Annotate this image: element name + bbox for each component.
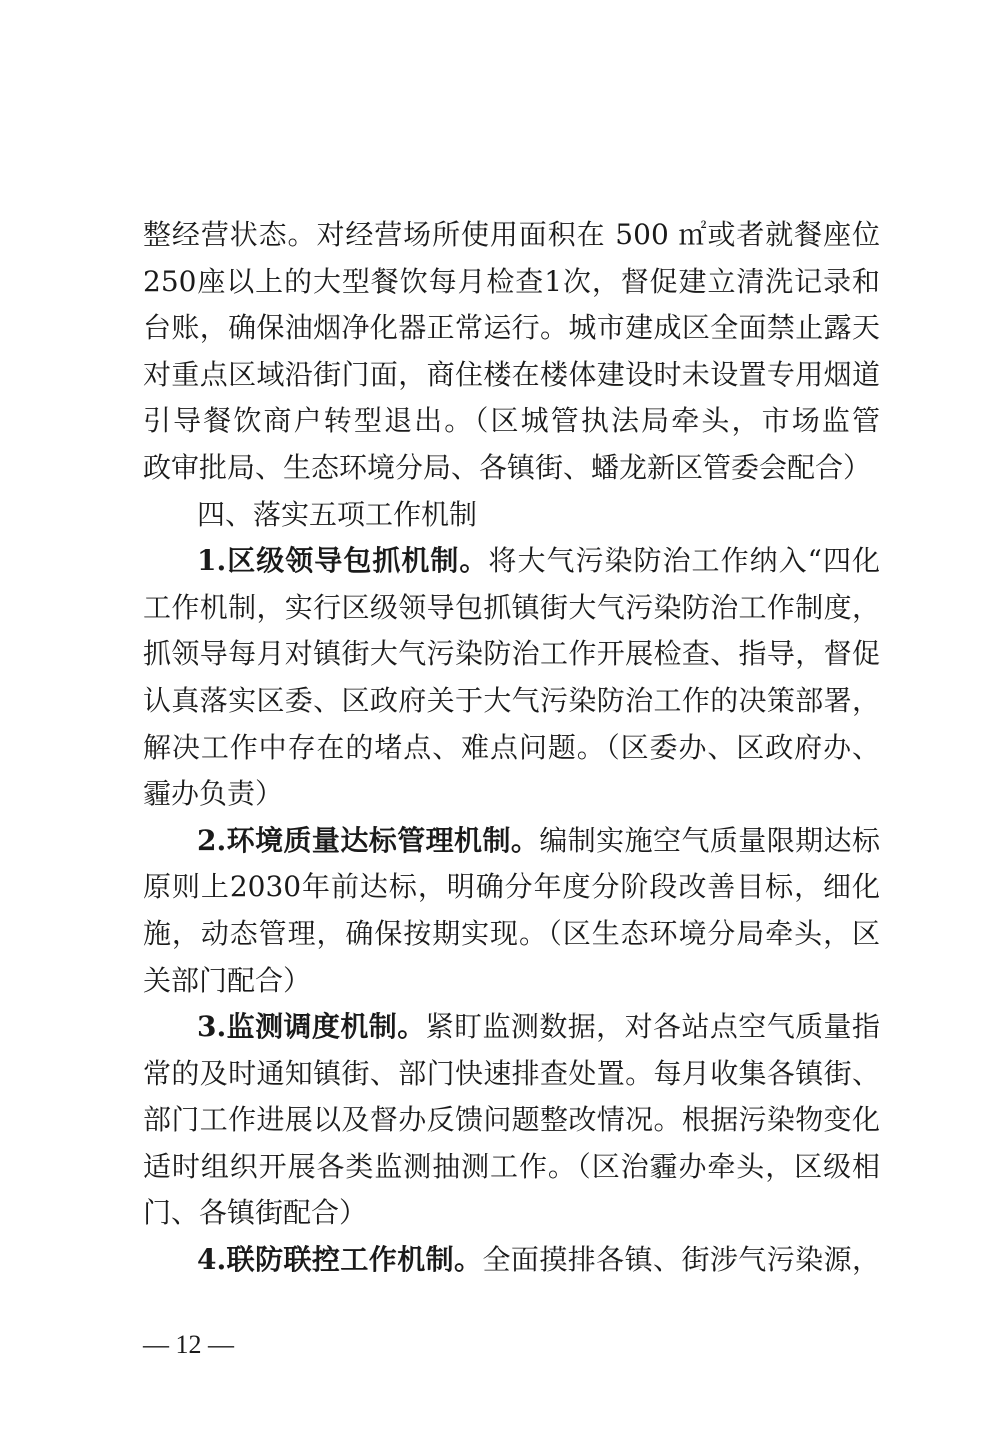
line-text: 对重点区域沿街门面，商住楼在楼体建设时未设置专用烟道 [143, 357, 880, 391]
text-line [143, 1190, 880, 1237]
text-line [143, 585, 880, 632]
text-line [143, 631, 880, 678]
document-body [143, 212, 880, 1284]
text-line [143, 538, 880, 585]
line-text: 将大气污染防治工作纳入“四化 [488, 544, 880, 578]
text-line [143, 1097, 880, 1144]
line-text: 整经营状态。对经营场所使用面积在 500 ㎡或者就餐座位 [143, 218, 880, 251]
text-line [143, 1051, 880, 1098]
line-text: 四、落实五项工作机制 [197, 497, 478, 531]
line-text: 关部门配合） [143, 963, 312, 997]
text-line [143, 725, 880, 772]
line-text: 常的及时通知镇街、部门快速排查处置。每月收集各镇街、 [143, 1056, 880, 1090]
text-line [143, 911, 880, 958]
line-text: 政审批局、生态环境分局、各镇街、蟠龙新区管委会配合） [143, 450, 872, 484]
line-text: 解决工作中存在的堵点、难点问题。（区委办、区政府办、 [143, 730, 880, 764]
text-line [143, 771, 880, 818]
line-text: 全面摸排各镇、街涉气污染源， [482, 1243, 880, 1277]
text-line [143, 958, 880, 1005]
text-line [143, 1004, 880, 1051]
line-text: 台账，确保油烟净化器正常运行。城市建成区全面禁止露天 [143, 311, 880, 345]
line-text: 工作机制，实行区级领导包抓镇街大气污染防治工作制度， [143, 590, 880, 624]
text-line [143, 1237, 880, 1284]
text-line [143, 352, 880, 399]
line-text: 引导餐饮商户转型退出。（区城管执法局牵头，市场监管 [143, 404, 880, 438]
text-line [143, 864, 880, 911]
line-text: 认真落实区委、区政府关于大气污染防治工作的决策部署， [143, 683, 880, 717]
line-text: 门、各镇街配合） [143, 1196, 368, 1230]
line-text: 抓领导每月对镇街大气污染防治工作开展检查、指导，督促 [143, 637, 880, 671]
text-line [143, 398, 880, 445]
section-heading [143, 492, 880, 539]
item-title: 1.区级领导包抓机制。 [197, 544, 489, 578]
item-title: 2.环境质量达标管理机制。 [197, 823, 540, 857]
text-line [143, 305, 880, 352]
text-line [143, 259, 880, 306]
page-number: — 12 — [143, 1330, 234, 1359]
line-text: 霾办负责） [143, 777, 284, 811]
line-text: 紧盯监测数据，对各站点空气质量指 [425, 1010, 880, 1044]
line-text: 部门工作进展以及督办反馈问题整改情况。根据污染物变化 [143, 1103, 880, 1137]
text-line [143, 678, 880, 725]
line-text: 适时组织开展各类监测抽测工作。（区治霾办牵头，区级相 [143, 1149, 880, 1183]
item-title: 4.联防联控工作机制。 [197, 1243, 483, 1277]
text-line [143, 1144, 880, 1191]
line-text: 施，动态管理，确保按期实现。（区生态环境分局牵头，区 [143, 916, 880, 950]
line-text: 原则上2030年前达标，明确分年度分阶段改善目标，细化 [143, 870, 880, 904]
line-text: 编制实施空气质量限期达标 [539, 823, 880, 857]
text-line [143, 818, 880, 865]
text-line [143, 445, 880, 492]
line-text: 250座以上的大型餐饮每月检查1次，督促建立清洗记录和 [143, 264, 880, 298]
text-line [143, 212, 880, 259]
item-title: 3.监测调度机制。 [197, 1010, 426, 1044]
